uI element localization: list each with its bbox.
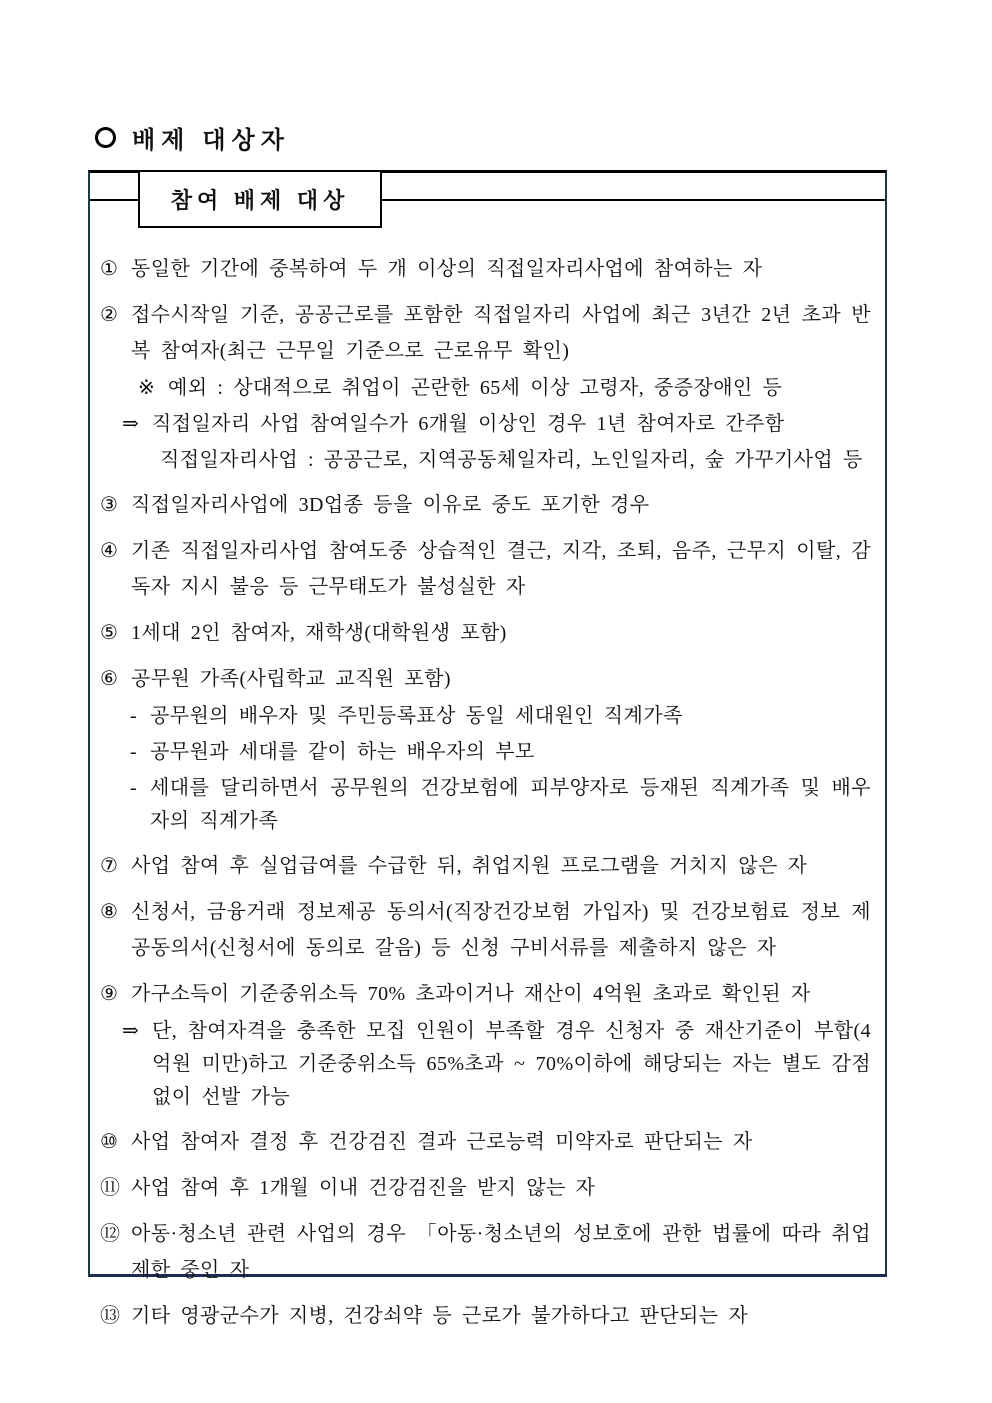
item-main-line bbox=[100, 533, 871, 605]
section-heading-text: 배제 대상자 bbox=[132, 128, 290, 154]
list-item bbox=[100, 661, 871, 838]
list-item bbox=[100, 1170, 871, 1206]
item-text: 공무원 가족(사립학교 교직원 포함) bbox=[131, 668, 451, 690]
sub-text: 공무원과 세대를 같이 하는 배우자의 부모 bbox=[150, 741, 535, 763]
item-number: ⑬ bbox=[100, 1305, 121, 1327]
box-header bbox=[90, 173, 885, 229]
item-number: ② bbox=[100, 304, 119, 326]
item-text: 사업 참여자 결정 후 건강검진 결과 근로능력 미약자로 판단되는 자 bbox=[131, 1131, 753, 1153]
box-title-tab bbox=[138, 170, 382, 228]
list-item bbox=[100, 297, 871, 477]
item-main-line bbox=[100, 251, 871, 287]
item-text: 기타 영광군수가 지병, 건강쇠약 등 근로가 불가하다고 판단되는 자 bbox=[131, 1305, 749, 1327]
item-number: ⑦ bbox=[100, 855, 119, 877]
list-item bbox=[100, 894, 871, 966]
list-item bbox=[100, 487, 871, 523]
item-sub-line bbox=[130, 772, 871, 838]
item-number: ④ bbox=[100, 540, 119, 562]
item-text: 사업 참여 후 1개월 이내 건강검진을 받지 않는 자 bbox=[131, 1177, 596, 1199]
item-main-line bbox=[100, 976, 871, 1012]
sub-marker: - bbox=[130, 705, 138, 727]
item-number: ⑪ bbox=[100, 1177, 121, 1199]
list-item bbox=[100, 615, 871, 651]
section-heading bbox=[95, 120, 290, 155]
list-item bbox=[100, 1298, 871, 1334]
item-sub-line bbox=[130, 736, 871, 769]
item-main-line bbox=[100, 1298, 871, 1334]
item-text: 1세대 2인 참여자, 재학생(대학원생 포함) bbox=[131, 622, 507, 644]
box-title-text: 참여 배제 대상 bbox=[170, 187, 350, 213]
item-sub-line bbox=[122, 1015, 871, 1114]
item-text: 동일한 기간에 중복하여 두 개 이상의 직접일자리사업에 참여하는 자 bbox=[131, 258, 763, 280]
item-main-line bbox=[100, 615, 871, 651]
item-text: 사업 참여 후 실업급여를 수급한 뒤, 취업지원 프로그램을 거치지 않은 자 bbox=[131, 855, 808, 877]
item-text: 아동·청소년 관련 사업의 경우 「아동·청소년의 성보호에 관한 법률에 따라 취업제한 중인 자 bbox=[131, 1223, 871, 1281]
item-main-line bbox=[100, 1216, 871, 1288]
item-text: 직접일자리사업에 3D업종 등을 이유로 중도 포기한 경우 bbox=[131, 494, 650, 516]
item-main-line bbox=[100, 1170, 871, 1206]
item-number: ⑫ bbox=[100, 1223, 121, 1245]
exclusion-box bbox=[88, 170, 887, 1327]
item-number: ⑨ bbox=[100, 983, 119, 1005]
item-main-line bbox=[100, 894, 871, 966]
item-number: ⑤ bbox=[100, 622, 119, 644]
sub-marker: ⇒ bbox=[122, 1020, 140, 1042]
item-main-line bbox=[100, 487, 871, 523]
item-number: ⑩ bbox=[100, 1131, 119, 1153]
list-item bbox=[100, 1124, 871, 1160]
item-number: ① bbox=[100, 258, 119, 280]
sub-marker: - bbox=[130, 741, 138, 763]
list-item bbox=[100, 251, 871, 287]
item-sub-line bbox=[138, 372, 871, 405]
sub-text: 직접일자리 사업 참여일수가 6개월 이상인 경우 1년 참여자로 간주함 bbox=[152, 413, 785, 435]
item-number: ⑥ bbox=[100, 668, 119, 690]
sub-text: 직접일자리사업 : 공공근로, 지역공동체일자리, 노인일자리, 숲 가꾸기사업 등 bbox=[160, 449, 863, 471]
hollow-circle-bullet-icon bbox=[94, 126, 118, 150]
item-main-line bbox=[100, 297, 871, 369]
item-main-line bbox=[100, 1124, 871, 1160]
sub-text: 세대를 달리하면서 공무원의 건강보험에 피부양자로 등재된 직계가족 및 배우자의 직계가족 bbox=[150, 777, 871, 832]
sub-text: 공무원의 배우자 및 주민등록표상 동일 세대원인 직계가족 bbox=[150, 705, 683, 727]
item-main-line bbox=[100, 661, 871, 697]
item-text: 기존 직접일자리사업 참여도중 상습적인 결근, 지각, 조퇴, 음주, 근무지 이탈, 감독자 지시 불응 등 근무태도가 불성실한 자 bbox=[131, 540, 871, 598]
sub-marker: ※ bbox=[138, 377, 156, 399]
sub-text: 예외 : 상대적으로 취업이 곤란한 65세 이상 고령자, 중증장애인 등 bbox=[168, 377, 783, 399]
exclusion-list bbox=[90, 229, 885, 1362]
sub-marker: ⇒ bbox=[122, 413, 140, 435]
item-sub-line bbox=[122, 408, 871, 441]
item-main-line bbox=[100, 848, 871, 884]
list-item bbox=[100, 976, 871, 1114]
item-text: 신청서, 금융거래 정보제공 동의서(직장건강보험 가입자) 및 건강보험료 정보 제공동의서(신청서에 동의로 갈음) 등 신청 구비서류를 제출하지 않은 자 bbox=[131, 901, 871, 959]
item-number: ⑧ bbox=[100, 901, 119, 923]
sub-text: 단, 참여자격을 충족한 모집 인원이 부족할 경우 신청자 중 재산기준이 부합(4억원 미만)하고 기준중위소득 65%초과 ~ 70%이하에 해당되는 자는 별도 감점없이 선발 가능 bbox=[152, 1020, 871, 1108]
item-text: 가구소득이 기준중위소득 70% 초과이거나 재산이 4억원 초과로 확인된 자 bbox=[131, 983, 811, 1005]
item-text: 접수시작일 기준, 공공근로를 포함한 직접일자리 사업에 최근 3년간 2년 초과 반복 참여자(최근 근무일 기준으로 근로유무 확인) bbox=[131, 304, 871, 362]
sub-marker: - bbox=[130, 777, 138, 799]
list-item bbox=[100, 848, 871, 884]
item-number: ③ bbox=[100, 494, 119, 516]
list-item bbox=[100, 533, 871, 605]
item-sub-line bbox=[160, 444, 871, 477]
list-item bbox=[100, 1216, 871, 1288]
item-sub-line bbox=[130, 700, 871, 733]
